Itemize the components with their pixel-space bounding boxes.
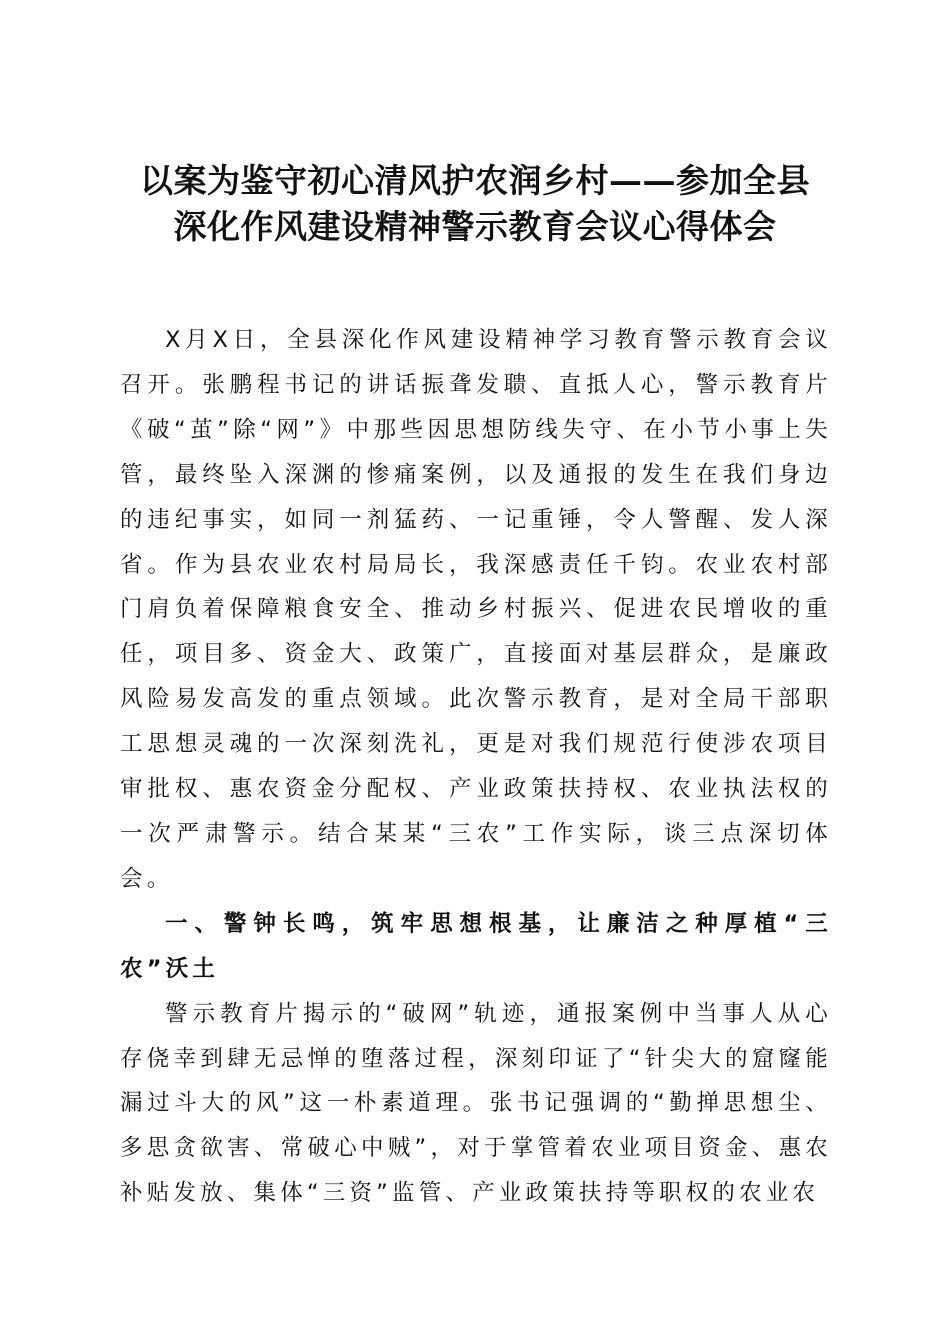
title-line-2: 深化作风建设精神警示教育会议心得体会	[173, 207, 777, 246]
section-heading: 一、警钟长鸣，筑牢思想根基，让廉洁之种厚植“三农”沃土	[120, 910, 832, 982]
document-body	[120, 318, 832, 1216]
document-title	[100, 158, 850, 250]
title-line-1: 以案为鉴守初心清风护农润乡村——参加全县	[140, 161, 810, 200]
section-paragraph: 警示教育片揭示的“破网”轨迹，通报案例中当事人从心存侥幸到肆无忌惮的堕落过程，深刻印证了“针尖大的窟窿能漏过斗大的风”这一朴素道理。张书记强调的“勤掸思想尘、多思贪欲害、常破心中贼”，对于掌管着农业项目资金、惠农补贴发放、集体“三资”监管、产业政策扶持等职权的农业农	[120, 1000, 832, 1207]
intro-paragraph: X月X日，全县深化作风建设精神学习教育警示教育会议召开。张鹏程书记的讲话振聋发聩、直抵人心，警示教育片《破“茧”除“网”》中那些因思想防线失守、在小节小事上失管，最终坠入深渊的惨痛案例，以及通报的发生在我们身边的违纪事实，如同一剂猛药、一记重锤，令人警醒、发人深省。作为县农业农村局局长，我深感责任千钧。农业农村部门肩负着保障粮食安全、推动乡村振兴、促进农民增收的重任，项目多、资金大、政策广，直接面对基层群众，是廉政风险易发高发的重点领域。此次警示教育，是对全局干部职工思想灵魂的一次深刻洗礼，更是对我们规范行使涉农项目审批权、惠农资金分配权、产业政策扶持权、农业执法权的一次严肃警示。结合某某“三农”工作实际，谈三点深切体会。	[120, 327, 832, 892]
